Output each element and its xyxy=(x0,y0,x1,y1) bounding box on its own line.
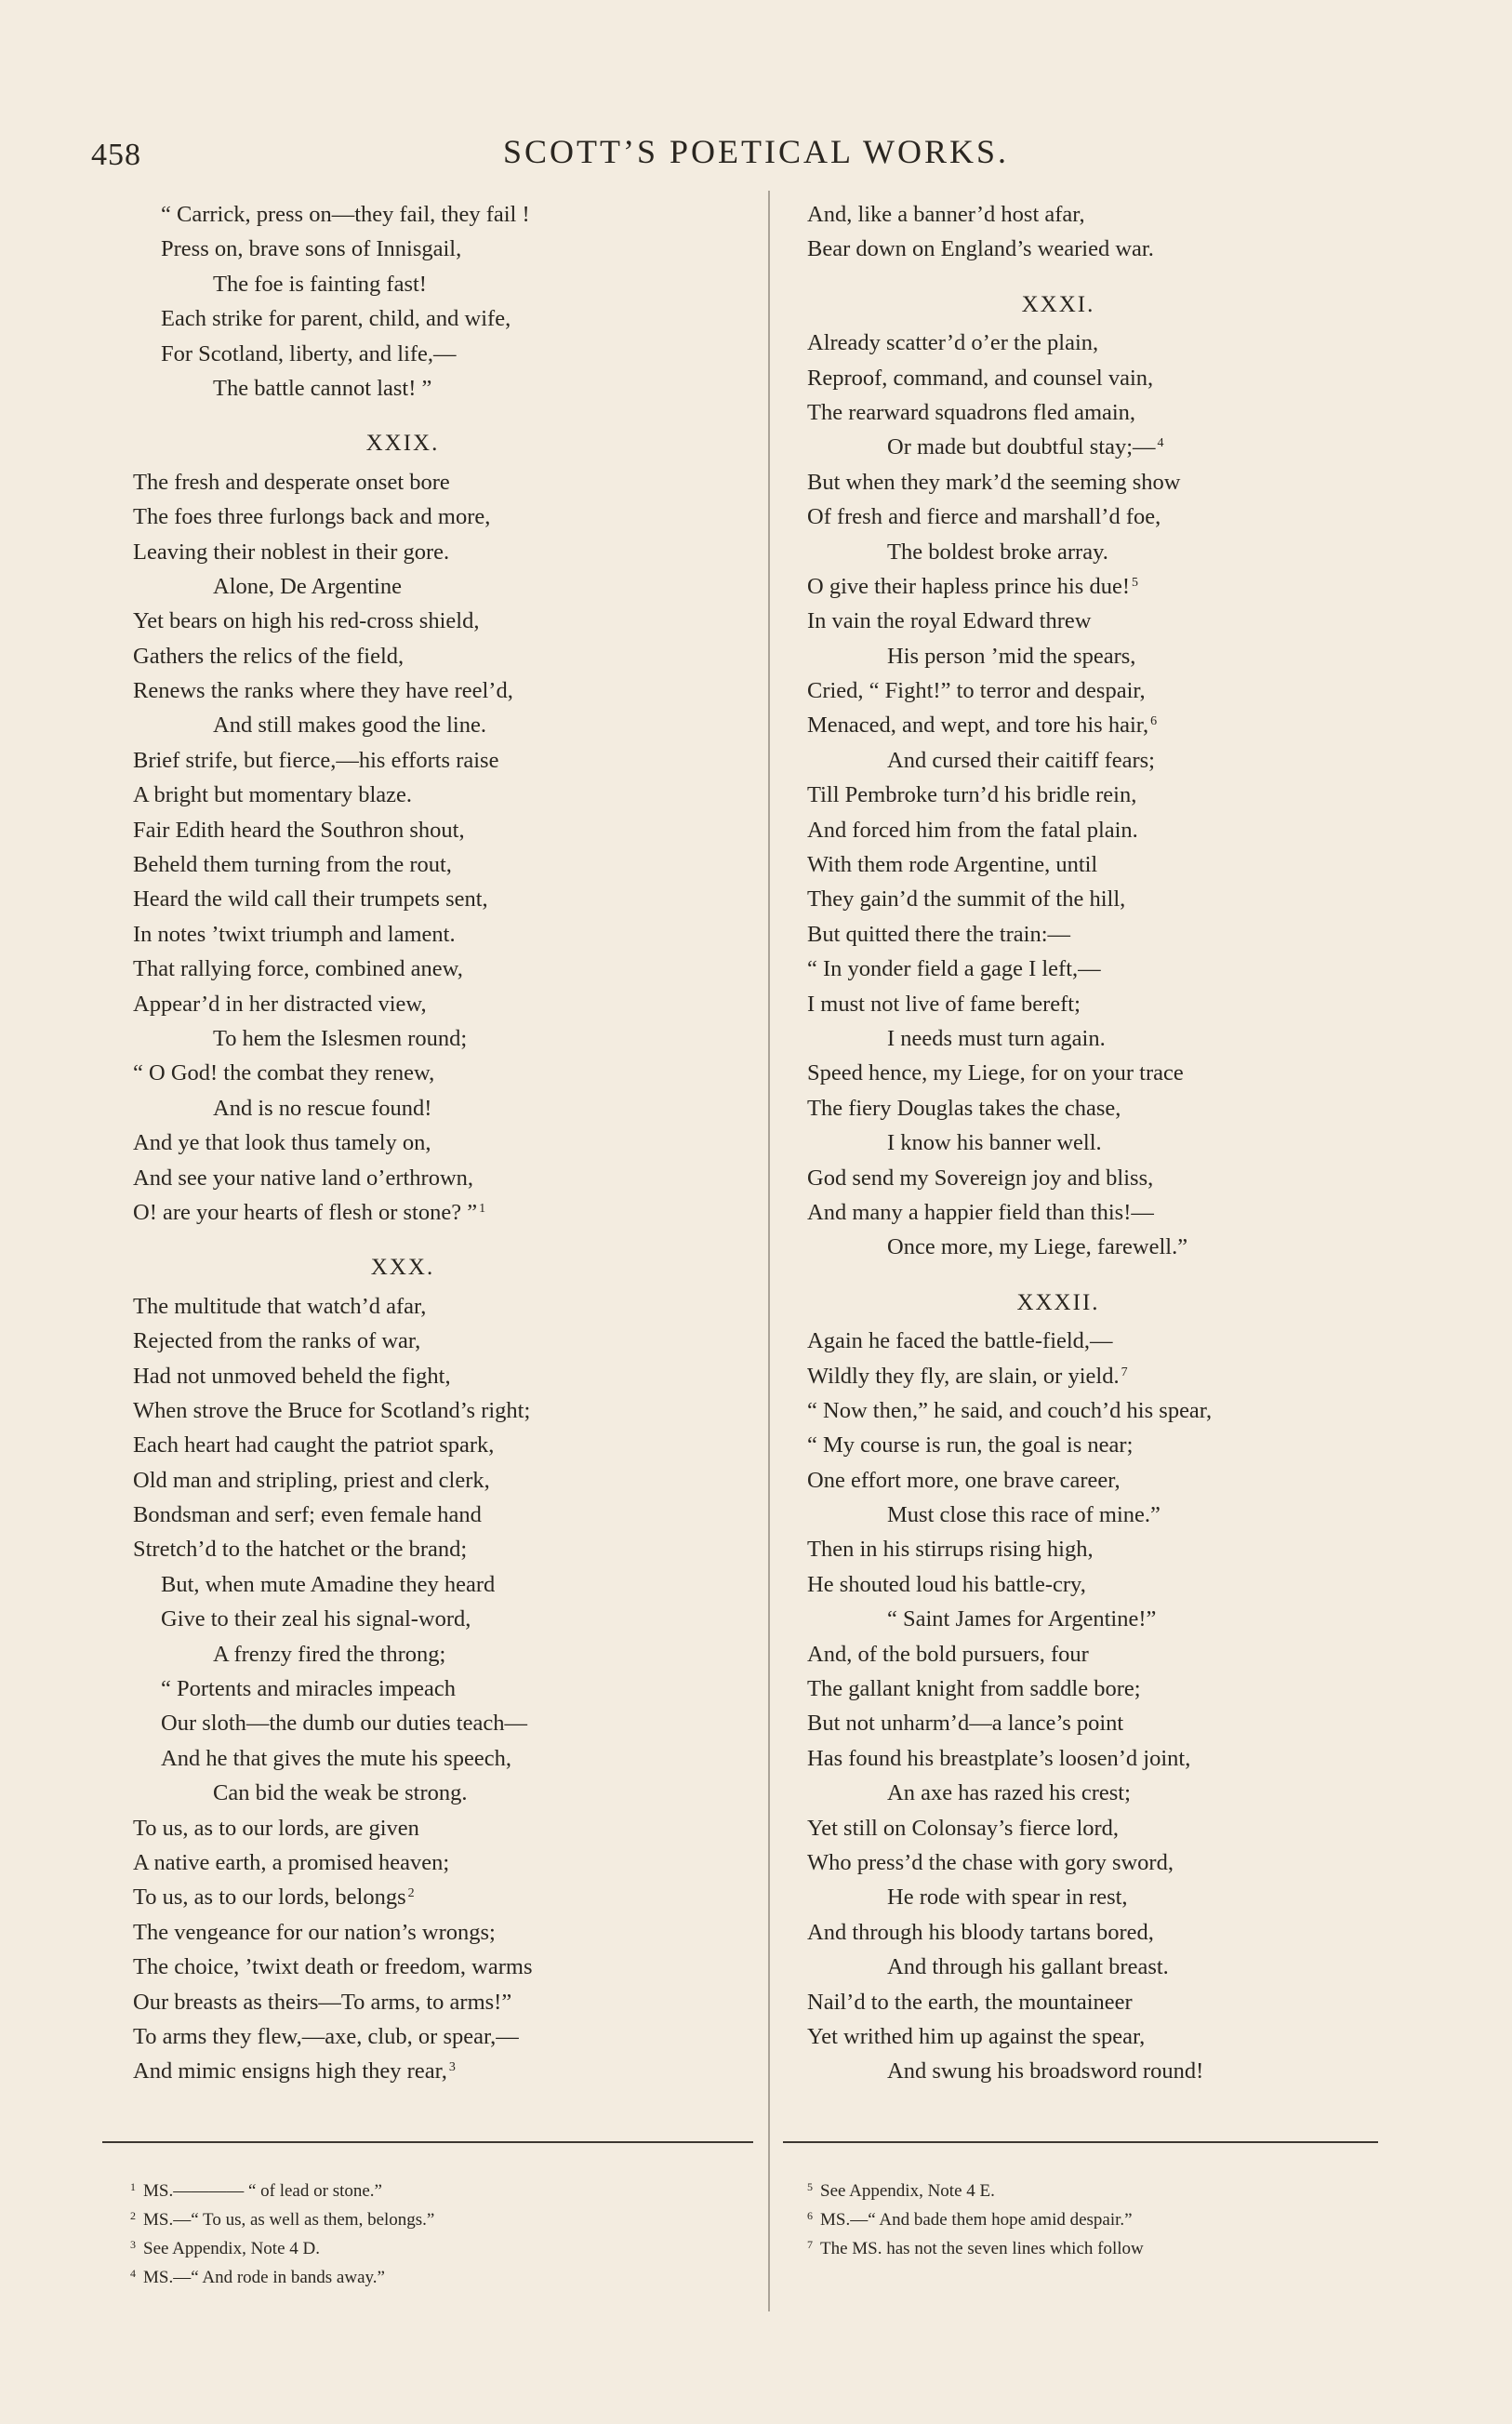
verse-line xyxy=(133,499,747,534)
verse-text: And still makes good the line. xyxy=(213,713,486,739)
verse-line xyxy=(807,465,1421,499)
verse-line xyxy=(807,743,1421,778)
verse-line xyxy=(133,1985,747,2019)
verse-line xyxy=(133,1950,747,1984)
verse-text: Nail’d to the earth, the mountaineer xyxy=(807,1989,1133,2015)
verse-line xyxy=(807,326,1421,360)
footnote-mark: 5 xyxy=(807,2180,813,2193)
verse-text: I must not live of fame bereft; xyxy=(807,991,1081,1017)
verse-text: Had not unmoved beheld the fight, xyxy=(133,1363,451,1389)
verse-text: Old man and stripling, priest and clerk, xyxy=(133,1467,490,1493)
verse-text: The gallant knight from saddle bore; xyxy=(807,1676,1141,1702)
stanza-number: XXIX. xyxy=(365,431,440,457)
right-column xyxy=(807,197,1421,2089)
verse-text: For Scotland, liberty, and life,— xyxy=(161,340,457,366)
verse-line xyxy=(133,917,747,952)
footnote-mark: 2 xyxy=(130,2209,136,2222)
verse-text: And he that gives the mute his speech, xyxy=(161,1745,511,1771)
verse-line xyxy=(807,1324,1421,1358)
verse-text: Stretch’d to the hatchet or the brand; xyxy=(133,1537,468,1563)
verse-text: And, of the bold pursuers, four xyxy=(807,1641,1089,1667)
verse-line xyxy=(133,1091,747,1125)
verse-line xyxy=(133,2019,747,2054)
verse-text: The rearward squadrons fled amain, xyxy=(807,399,1136,425)
verse-text: A native earth, a promised heaven; xyxy=(133,1849,450,1875)
footnote-text: MS.—“ And rode in bands away.” xyxy=(143,2268,385,2287)
footnote-marker: 3 xyxy=(448,2060,456,2075)
verse-text: Of fresh and fierce and marshall’d foe, xyxy=(807,504,1161,530)
footnote-rule-left xyxy=(102,2141,753,2143)
verse-line xyxy=(133,778,747,812)
verse-text: In notes ’twixt triumph and lament. xyxy=(133,921,456,947)
verse-line xyxy=(133,1021,747,1056)
left-column xyxy=(133,197,747,2089)
verse-line xyxy=(133,1056,747,1090)
verse-text: A bright but momentary blaze. xyxy=(133,782,413,808)
verse-text: Appear’d in her distracted view, xyxy=(133,991,427,1017)
verse-text: And swung his broadsword round! xyxy=(887,2058,1204,2084)
verse-text: I know his banner well. xyxy=(887,1130,1102,1156)
verse-line xyxy=(807,1845,1421,1880)
verse-text: Must close this race of mine.” xyxy=(887,1502,1161,1528)
verse-line xyxy=(133,847,747,882)
verse-text: To hem the Islesmen round; xyxy=(213,1025,468,1051)
verse-text: And see your native land o’erthrown, xyxy=(133,1165,474,1191)
verse-line xyxy=(133,708,747,742)
verse-line xyxy=(807,1091,1421,1125)
footnote-rule-right xyxy=(783,2141,1378,2143)
verse-line xyxy=(807,2019,1421,2054)
verse-line xyxy=(807,1880,1421,1914)
verse-line xyxy=(133,1845,747,1880)
verse-line xyxy=(133,952,747,986)
verse-line xyxy=(807,361,1421,395)
verse-text: Each heart had caught the patriot spark, xyxy=(133,1432,495,1458)
verse-line xyxy=(807,1230,1421,1264)
verse-text: But not unharm’d—a lance’s point xyxy=(807,1711,1124,1737)
verse-line xyxy=(133,232,747,266)
verse-text: Beheld them turning from the rout, xyxy=(133,852,452,878)
verse-line xyxy=(133,1463,747,1498)
verse-text: Can bid the weak be strong. xyxy=(213,1780,468,1806)
verse-text: Brief strife, but fierce,—his efforts raise xyxy=(133,747,499,773)
verse-line xyxy=(807,1498,1421,1532)
verse-line xyxy=(807,1671,1421,1706)
verse-line xyxy=(807,1985,1421,2019)
verse-line xyxy=(807,1532,1421,1566)
verse-text: Heard the wild call their trumpets sent, xyxy=(133,886,488,912)
verse-line xyxy=(807,1056,1421,1090)
verse-line xyxy=(133,1498,747,1532)
verse-line xyxy=(807,232,1421,266)
verse-line xyxy=(807,1915,1421,1950)
verse-text: Yet writhed him up against the spear, xyxy=(807,2023,1146,2049)
verse-text: Yet still on Colonsay’s fierce lord, xyxy=(807,1815,1120,1841)
verse-line xyxy=(133,197,747,232)
verse-text: Speed hence, my Liege, for on your trace xyxy=(807,1060,1184,1086)
verse-line xyxy=(807,639,1421,673)
footnote-mark: 6 xyxy=(807,2209,813,2222)
verse-line xyxy=(133,1880,747,1914)
footnote-text: MS.—“ To us, as well as them, belongs.” xyxy=(143,2210,435,2230)
verse-text: Alone, De Argentine xyxy=(213,573,402,599)
verse-text: Rejected from the ranks of war, xyxy=(133,1328,421,1354)
verse-line xyxy=(807,1706,1421,1740)
page-number: 458 xyxy=(91,138,141,172)
footnote-mark: 1 xyxy=(130,2180,136,2193)
verse-text: “ My course is run, the goal is near; xyxy=(807,1432,1134,1458)
verse-text: But quitted there the train:— xyxy=(807,921,1071,947)
verse-line xyxy=(807,1195,1421,1230)
footnote-mark: 4 xyxy=(130,2267,136,2280)
verse-line xyxy=(133,1706,747,1740)
verse-text: To arms they flew,—axe, club, or spear,— xyxy=(133,2023,519,2049)
verse-text: A frenzy fired the throng; xyxy=(213,1641,446,1667)
verse-line xyxy=(807,1637,1421,1671)
verse-text: The multitude that watch’d afar, xyxy=(133,1293,427,1319)
verse-text: Our breasts as theirs—To arms, to arms!” xyxy=(133,1989,512,2015)
verse-line xyxy=(807,395,1421,430)
verse-text: Give to their zeal his signal-word, xyxy=(161,1606,471,1632)
verse-text: The vengeance for our nation’s wrongs; xyxy=(133,1919,496,1945)
footnote-marker: 5 xyxy=(1131,575,1138,590)
verse-text: Or made but doubtful stay;— xyxy=(887,434,1156,460)
verse-line xyxy=(133,1195,747,1230)
verse-line xyxy=(133,535,747,569)
verse-line xyxy=(133,604,747,638)
verse-text: “ Now then,” he said, and couch’d his spear, xyxy=(807,1397,1213,1423)
verse-text: With them rode Argentine, until xyxy=(807,852,1098,878)
footnote xyxy=(807,2205,1421,2234)
footnote-text: See Appendix, Note 4 D. xyxy=(143,2239,320,2258)
stanza-number: XXXI. xyxy=(1021,291,1095,317)
verse-line xyxy=(807,535,1421,569)
verse-text: That rallying force, combined anew, xyxy=(133,956,463,982)
verse-line xyxy=(807,1811,1421,1845)
verse-text: And many a happier field than this!— xyxy=(807,1199,1154,1225)
verse-line xyxy=(133,639,747,673)
verse-line xyxy=(807,1602,1421,1636)
footnote-text: The MS. has not the seven lines which follow xyxy=(820,2239,1144,2258)
verse-text: And forced him from the fatal plain. xyxy=(807,817,1138,843)
verse-line xyxy=(807,1393,1421,1428)
verse-text: The boldest broke array. xyxy=(887,539,1108,565)
verse-text: He shouted loud his battle-cry, xyxy=(807,1571,1086,1597)
verse-text: Again he faced the battle-field,— xyxy=(807,1328,1113,1354)
stanza-number: XXX. xyxy=(370,1255,435,1281)
verse-line xyxy=(807,569,1421,604)
footnote xyxy=(130,2177,744,2205)
verse-text: And cursed their caitiff fears; xyxy=(887,747,1155,773)
footnote-marker: 4 xyxy=(1157,436,1164,451)
verse-line xyxy=(807,987,1421,1021)
footnote-text: MS.—“ And bade them hope amid despair.” xyxy=(820,2210,1133,2230)
verse-text: Each strike for parent, child, and wife, xyxy=(161,306,511,332)
verse-text: O! are your hearts of flesh or stone? ” xyxy=(133,1199,478,1225)
verse-line xyxy=(807,708,1421,742)
verse-text: Once more, my Liege, farewell.” xyxy=(887,1234,1188,1260)
verse-text: Wildly they fly, are slain, or yield. xyxy=(807,1363,1120,1389)
verse-line xyxy=(807,917,1421,952)
verse-line xyxy=(133,1776,747,1810)
verse-text: And through his bloody tartans bored, xyxy=(807,1919,1154,1945)
verse-text: And mimic ensigns high they rear, xyxy=(133,2058,447,2084)
verse-text: He rode with spear in rest, xyxy=(887,1885,1128,1911)
verse-text: Already scatter’d o’er the plain, xyxy=(807,330,1099,356)
verse-line xyxy=(133,1567,747,1602)
verse-text: Yet bears on high his red-cross shield, xyxy=(133,608,480,634)
verse-text: But, when mute Amadine they heard xyxy=(161,1571,496,1597)
footnote-marker: 2 xyxy=(407,1886,415,1901)
verse-text: “ In yonder field a gage I left,— xyxy=(807,956,1101,982)
footnote-marker: 1 xyxy=(479,1201,486,1216)
verse-text: And is no rescue found! xyxy=(213,1095,432,1121)
verse-line xyxy=(133,1125,747,1160)
verse-line xyxy=(133,2054,747,2088)
verse-text: When strove the Bruce for Scotland’s right; xyxy=(133,1397,531,1423)
verse-line xyxy=(133,1393,747,1428)
footnote-text: See Appendix, Note 4 E. xyxy=(820,2181,995,2201)
verse-text: Who press’d the chase with gory sword, xyxy=(807,1849,1174,1875)
verse-text: Bondsman and serf; even female hand xyxy=(133,1502,482,1528)
verse-line xyxy=(807,2054,1421,2088)
verse-text: The foe is fainting fast! xyxy=(213,271,427,297)
verse-line xyxy=(807,197,1421,232)
footnote xyxy=(130,2234,744,2263)
verse-text: “ Saint James for Argentine!” xyxy=(887,1606,1157,1632)
footnote-text: MS.———— “ of lead or stone.” xyxy=(143,2181,382,2201)
verse-line xyxy=(807,1125,1421,1160)
verse-line xyxy=(133,337,747,371)
verse-line xyxy=(133,1637,747,1671)
verse-text: The fiery Douglas takes the chase, xyxy=(807,1095,1121,1121)
verse-text: Renews the ranks where they have reel’d, xyxy=(133,678,513,704)
verse-line xyxy=(133,673,747,708)
footnote xyxy=(130,2205,744,2234)
verse-text: Reproof, command, and counsel vain, xyxy=(807,365,1154,391)
verse-line xyxy=(807,952,1421,986)
verse-line xyxy=(807,1950,1421,1984)
verse-line xyxy=(133,1161,747,1195)
verse-line xyxy=(807,1021,1421,1056)
verse-line xyxy=(807,1567,1421,1602)
verse-text: Leaving their noblest in their gore. xyxy=(133,539,450,565)
verse-line xyxy=(807,778,1421,812)
verse-text: Our sloth—the dumb our duties teach— xyxy=(161,1711,527,1737)
verse-line xyxy=(807,1776,1421,1810)
verse-line xyxy=(807,604,1421,638)
verse-line xyxy=(807,673,1421,708)
verse-text: “ O God! the combat they renew, xyxy=(133,1060,435,1086)
verse-line xyxy=(133,1324,747,1358)
verse-line xyxy=(133,371,747,406)
verse-text: I needs must turn again. xyxy=(887,1025,1106,1051)
verse-line xyxy=(133,1741,747,1776)
stanza-number: XXXII. xyxy=(1016,1289,1100,1315)
verse-line xyxy=(133,882,747,916)
verse-line xyxy=(133,569,747,604)
verse-text: O give their hapless prince his due! xyxy=(807,573,1130,599)
verse-line xyxy=(133,743,747,778)
verse-text: “ Portents and miracles impeach xyxy=(161,1676,457,1702)
verse-line xyxy=(807,1161,1421,1195)
column-divider xyxy=(768,191,770,2311)
verse-line xyxy=(807,1741,1421,1776)
verse-line xyxy=(807,847,1421,882)
verse-line xyxy=(807,1359,1421,1393)
verse-text: To us, as to our lords, are given xyxy=(133,1815,419,1841)
verse-line xyxy=(807,1428,1421,1462)
verse-line xyxy=(133,1811,747,1845)
verse-text: Has found his breastplate’s loosen’d joint, xyxy=(807,1745,1191,1771)
verse-line xyxy=(133,1428,747,1462)
verse-line xyxy=(133,1359,747,1393)
footnote xyxy=(130,2263,744,2292)
footnote-marker: 7 xyxy=(1121,1365,1128,1379)
verse-line xyxy=(133,987,747,1021)
verse-line xyxy=(133,1289,747,1324)
verse-line xyxy=(133,813,747,847)
verse-line xyxy=(133,301,747,336)
verse-line xyxy=(133,465,747,499)
footnote-mark: 3 xyxy=(130,2238,136,2251)
verse-line xyxy=(807,813,1421,847)
verse-text: God send my Sovereign joy and bliss, xyxy=(807,1165,1154,1191)
verse-line xyxy=(133,1532,747,1566)
verse-text: Fair Edith heard the Southron shout, xyxy=(133,817,465,843)
verse-text: The fresh and desperate onset bore xyxy=(133,469,450,495)
verse-text: His person ’mid the spears, xyxy=(887,643,1136,669)
verse-line xyxy=(807,499,1421,534)
verse-text: Press on, brave sons of Innisgail, xyxy=(161,236,462,262)
verse-text: One effort more, one brave career, xyxy=(807,1467,1121,1493)
verse-text: They gain’d the summit of the hill, xyxy=(807,886,1126,912)
verse-line xyxy=(133,267,747,301)
verse-text: The foes three furlongs back and more, xyxy=(133,504,491,530)
footnote xyxy=(807,2177,1421,2205)
verse-text: Gathers the relics of the field, xyxy=(133,643,405,669)
verse-text: Menaced, and wept, and tore his hair, xyxy=(807,713,1149,739)
verse-line xyxy=(807,882,1421,916)
footnote-mark: 7 xyxy=(807,2238,813,2251)
footnotes-left xyxy=(130,2177,744,2292)
footnote xyxy=(807,2234,1421,2263)
verse-text: The choice, ’twixt death or freedom, warms xyxy=(133,1954,533,1980)
verse-text: And ye that look thus tamely on, xyxy=(133,1130,431,1156)
verse-text: Till Pembroke turn’d his bridle rein, xyxy=(807,782,1137,808)
verse-line xyxy=(133,1602,747,1636)
verse-line xyxy=(133,1671,747,1706)
footnotes-right xyxy=(807,2177,1421,2263)
verse-text: An axe has razed his crest; xyxy=(887,1780,1131,1806)
verse-text: And, like a banner’d host afar, xyxy=(807,202,1085,227)
verse-line xyxy=(807,1463,1421,1498)
verse-text: In vain the royal Edward threw xyxy=(807,608,1092,634)
verse-line xyxy=(807,430,1421,464)
verse-text: Cried, “ Fight!” to terror and despair, xyxy=(807,678,1146,704)
verse-text: “ Carrick, press on—they fail, they fail ! xyxy=(161,202,530,227)
verse-text: The battle cannot last! ” xyxy=(213,375,432,401)
verse-text: To us, as to our lords, belongs xyxy=(133,1885,406,1911)
running-title: SCOTT’S POETICAL WORKS. xyxy=(502,133,1010,170)
verse-text: Bear down on England’s wearied war. xyxy=(807,236,1154,262)
verse-text: And through his gallant breast. xyxy=(887,1954,1169,1980)
verse-text: Then in his stirrups rising high, xyxy=(807,1537,1094,1563)
verse-text: But when they mark’d the seeming show xyxy=(807,469,1181,495)
verse-line xyxy=(133,1915,747,1950)
footnote-marker: 6 xyxy=(1150,714,1158,729)
